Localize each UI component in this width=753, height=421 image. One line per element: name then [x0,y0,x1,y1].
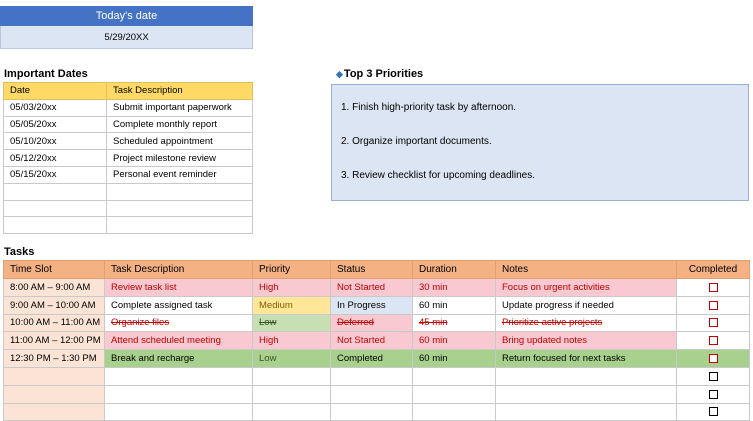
completed-cell [677,314,750,332]
table-header-row [4,83,253,100]
duration-cell[interactable]: 60 min [413,296,496,314]
task-description-cell[interactable] [107,200,253,217]
time-slot-cell[interactable]: 12:30 PM – 1:30 PM [4,350,105,368]
table-row [4,99,253,116]
notes-cell[interactable] [496,385,677,403]
priority-item-2: 2. Organize important documents. [341,136,492,147]
table-row [4,296,750,314]
priority-cell[interactable] [253,403,331,421]
task-description-cell[interactable]: Personal event reminder [107,166,253,183]
task-description-cell[interactable]: Complete assigned task [105,296,253,314]
completed-checkbox[interactable] [709,336,718,345]
table-row [4,367,750,385]
completed-cell [677,332,750,350]
table-row [4,332,750,350]
date-cell[interactable] [4,200,107,217]
column-header-time-slot: Time Slot [4,261,105,279]
completed-cell [677,350,750,368]
completed-checkbox[interactable] [709,372,718,381]
completed-cell [677,296,750,314]
duration-cell[interactable] [413,385,496,403]
duration-cell[interactable]: 60 min [413,332,496,350]
priority-cell[interactable]: High [253,332,331,350]
priority-cell[interactable] [253,385,331,403]
date-cell[interactable]: 05/15/20xx [4,166,107,183]
completed-checkbox[interactable] [709,354,718,363]
task-description-cell[interactable] [107,183,253,200]
duration-cell[interactable] [413,367,496,385]
notes-cell[interactable]: Return focused for next tasks [496,350,677,368]
priority-cell[interactable]: High [253,279,331,297]
column-header-notes: Notes [496,261,677,279]
task-description-cell[interactable]: Submit important paperwork [107,99,253,116]
task-description-cell[interactable]: Complete monthly report [107,116,253,133]
todays-date-value[interactable]: 5/29/20XX [0,26,253,49]
column-header-task-description: Task Description [107,83,253,100]
task-description-cell[interactable]: Attend scheduled meeting [105,332,253,350]
completed-checkbox[interactable] [709,318,718,327]
status-cell[interactable]: Not Started [331,279,413,297]
tasks-title: Tasks [4,246,35,258]
notes-cell[interactable]: Bring updated notes [496,332,677,350]
date-cell[interactable] [4,183,107,200]
task-description-cell[interactable]: Project milestone review [107,150,253,167]
completed-cell [677,279,750,297]
completed-cell [677,385,750,403]
priority-cell[interactable]: Low [253,350,331,368]
notes-cell[interactable]: Prioritize active projects [496,314,677,332]
task-description-cell[interactable]: Organize files [105,314,253,332]
table-row [4,350,750,368]
status-cell[interactable] [331,403,413,421]
date-cell[interactable] [4,217,107,234]
completed-checkbox[interactable] [709,283,718,292]
status-cell[interactable] [331,385,413,403]
priority-cell[interactable] [253,367,331,385]
time-slot-cell[interactable] [4,367,105,385]
table-row [4,183,253,200]
priority-item-1: 1. Finish high-priority task by afternoon. [341,102,517,113]
important-dates-table [3,82,253,234]
status-cell[interactable]: Completed [331,350,413,368]
notes-cell[interactable]: Update progress if needed [496,296,677,314]
date-cell[interactable]: 05/03/20xx [4,99,107,116]
completed-checkbox[interactable] [709,301,718,310]
table-row [4,217,253,234]
todays-date-label: Today's date [0,6,253,26]
column-header-status: Status [331,261,413,279]
table-row [4,133,253,150]
completed-cell [677,403,750,421]
completed-checkbox[interactable] [709,390,718,399]
column-header-completed: Completed [677,261,750,279]
status-cell[interactable]: Not Started [331,332,413,350]
priority-cell[interactable]: Low [253,314,331,332]
time-slot-cell[interactable] [4,403,105,421]
table-row [4,166,253,183]
notes-cell[interactable] [496,367,677,385]
completed-cell [677,367,750,385]
duration-cell[interactable]: 60 min [413,350,496,368]
top-priorities-title [336,68,423,80]
column-header-priority: Priority [253,261,331,279]
date-cell[interactable]: 05/12/20xx [4,150,107,167]
diamond-icon: ◆ [336,69,343,79]
table-row [4,385,750,403]
column-header-date: Date [4,83,107,100]
completed-checkbox[interactable] [709,407,718,416]
task-description-cell[interactable]: Scheduled appointment [107,133,253,150]
date-cell[interactable]: 05/05/20xx [4,116,107,133]
time-slot-cell[interactable]: 11:00 AM – 12:00 PM [4,332,105,350]
task-description-cell[interactable] [105,367,253,385]
column-header-task-description: Task Description [105,261,253,279]
notes-cell[interactable]: Focus on urgent activities [496,279,677,297]
duration-cell[interactable] [413,403,496,421]
task-description-cell[interactable] [105,385,253,403]
time-slot-cell[interactable]: 8:00 AM – 9:00 AM [4,279,105,297]
important-dates-title: Important Dates [4,68,88,80]
status-cell[interactable] [331,367,413,385]
time-slot-cell[interactable] [4,385,105,403]
table-row [4,403,750,421]
priority-item-3: 3. Review checklist for upcoming deadlines. [341,170,535,181]
table-row [4,314,750,332]
table-row [4,150,253,167]
time-slot-cell[interactable]: 10:00 AM – 11:00 AM [4,314,105,332]
table-row [4,200,253,217]
task-description-cell[interactable] [107,217,253,234]
tasks-table [3,260,750,421]
task-description-cell[interactable]: Break and recharge [105,350,253,368]
top-priorities-title-text: Top 3 Priorities [343,68,424,80]
status-cell[interactable]: Deferred [331,314,413,332]
table-header-row [4,261,750,279]
priority-cell[interactable]: Medium [253,296,331,314]
duration-cell[interactable]: 45 min [413,314,496,332]
task-description-cell[interactable]: Review task list [105,279,253,297]
table-row [4,279,750,297]
column-header-duration: Duration [413,261,496,279]
date-cell[interactable]: 05/10/20xx [4,133,107,150]
time-slot-cell[interactable]: 9:00 AM – 10:00 AM [4,296,105,314]
duration-cell[interactable]: 30 min [413,279,496,297]
table-row [4,116,253,133]
status-cell[interactable]: In Progress [331,296,413,314]
priorities-box[interactable] [331,84,749,201]
notes-cell[interactable] [496,403,677,421]
task-description-cell[interactable] [105,403,253,421]
